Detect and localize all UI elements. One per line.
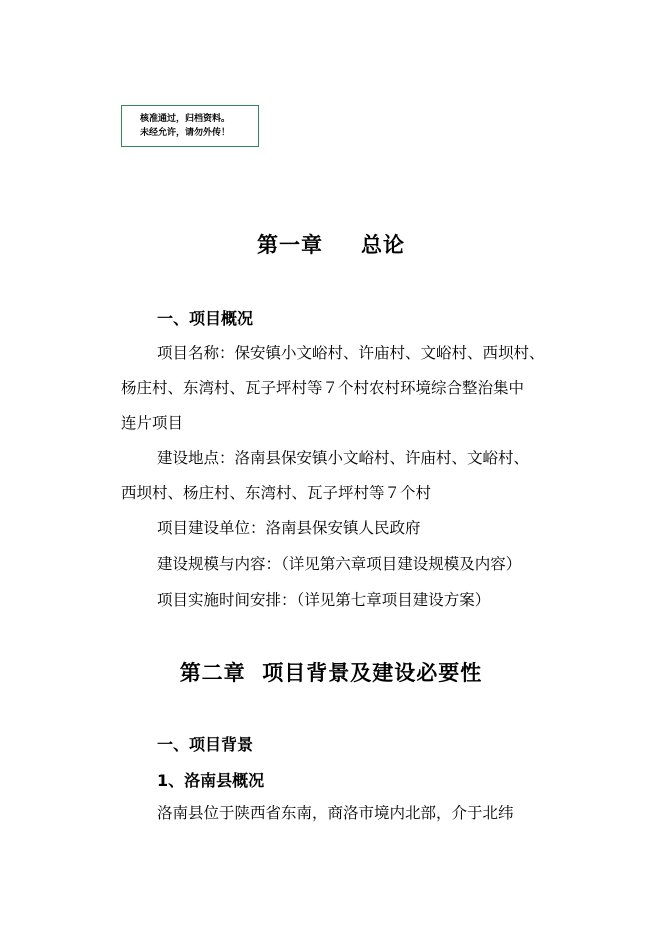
notice-line-2: 未经允许，请勿外传！ bbox=[140, 128, 231, 138]
chapter-1-title bbox=[0, 229, 662, 259]
subsection-heading-luonan-overview: 1、洛南县概况 bbox=[157, 771, 265, 790]
paragraph-line: 项目名称：保安镇小文峪村、许庙村、文峪村、西坝村、 bbox=[157, 344, 545, 362]
paragraph-line: 连片项目 bbox=[121, 414, 184, 432]
chapter-1-number: 第一章 bbox=[257, 233, 323, 257]
paragraph-line: 建设规模与内容：（详见第六章项目建设规模及内容） bbox=[157, 555, 522, 573]
paragraph-line: 杨庄村、东湾村、瓦子坪村等７个村农村环境综合整治集中 bbox=[121, 379, 525, 397]
paragraph-line: 洛南县位于陕西省东南，商洛市境内北部，介于北纬 bbox=[157, 804, 514, 822]
chapter-2-title: 第二章 项目背景及建设必要性 bbox=[179, 661, 483, 685]
notice-line-1: 核准通过，归档资料。 bbox=[140, 114, 231, 124]
section-heading-project-overview: 一、项目概况 bbox=[157, 309, 254, 328]
notice-stamp-box bbox=[121, 105, 259, 147]
chapter-1-name: 总论 bbox=[361, 233, 405, 257]
section-heading-project-background: 一、项目背景 bbox=[157, 735, 254, 754]
paragraph-line: 项目实施时间安排：（详见第七章项目建设方案） bbox=[157, 591, 491, 609]
paragraph-line: 建设地点：洛南县保安镇小文峪村、许庙村、文峪村、 bbox=[157, 449, 530, 467]
paragraph-line: 项目建设单位：洛南县保安镇人民政府 bbox=[157, 519, 421, 537]
paragraph-line: 西坝村、杨庄村、东湾村、瓦子坪村等７个村 bbox=[121, 484, 432, 502]
